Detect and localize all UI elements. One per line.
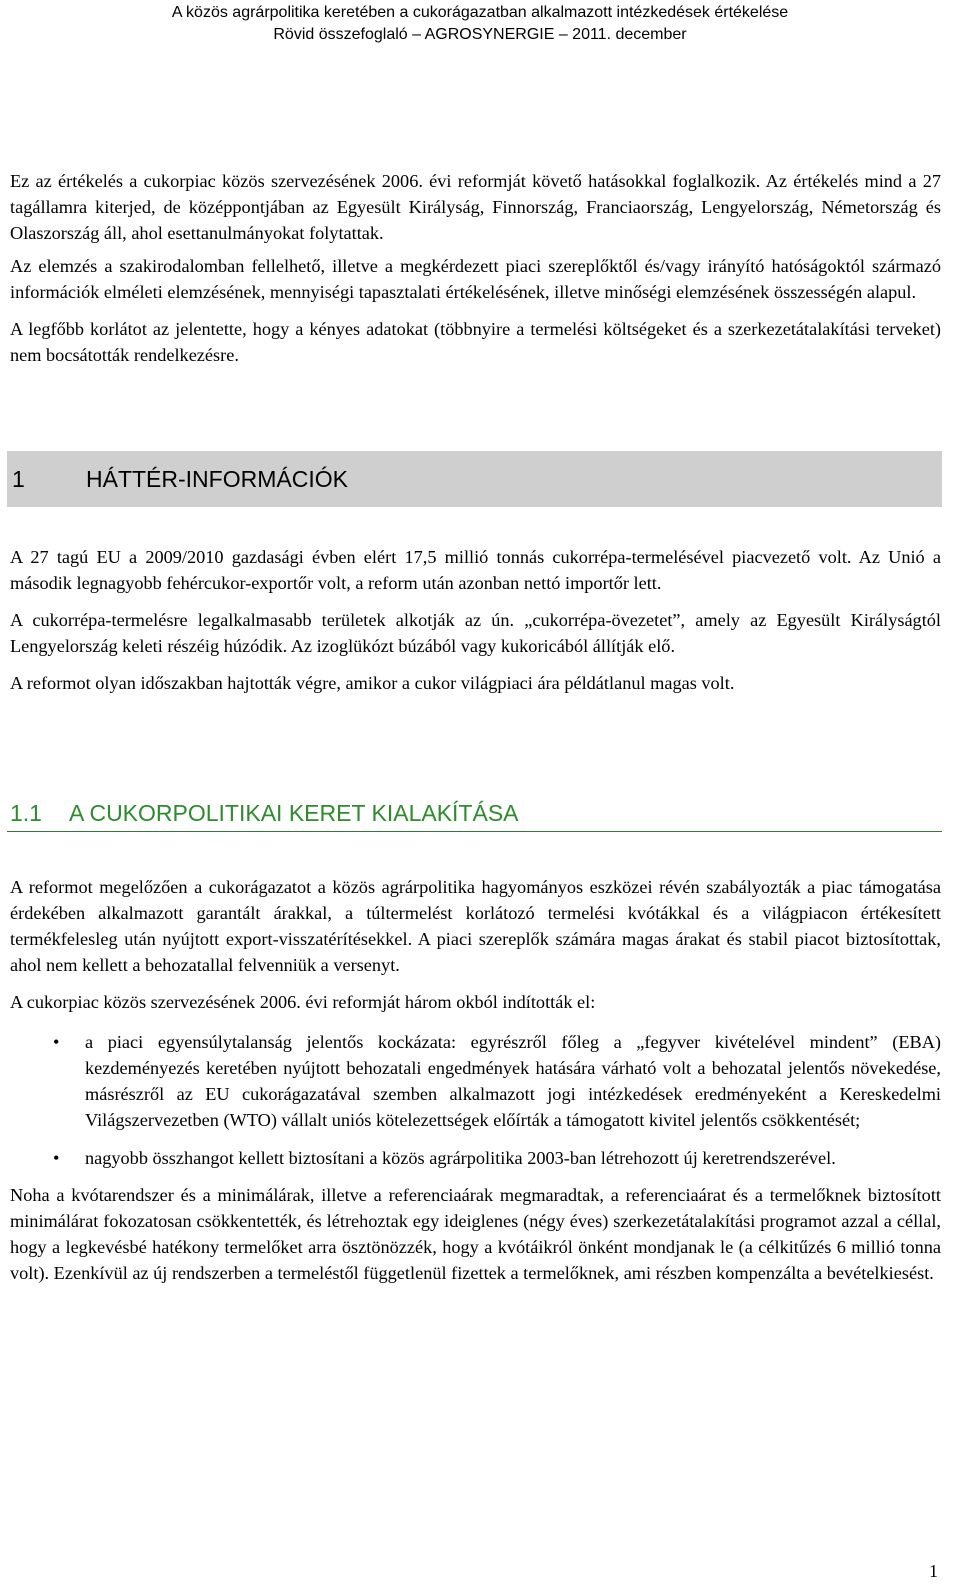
section-1-1-paragraph-2: A cukorpiac közös szervezésének 2006. évi reformját három okból indították el: [10, 992, 596, 1012]
intro-paragraph-2: Az elemzés a szakirodalomban fellelhető, illetve a megkérdezett piaci szereplőktől és/vagy irányító hatóságoktól származó információk elméleti elemzésének, mennyiségi tapasztalati értékelésének, illetve minőségi elemzésének összességén alapul. [10, 256, 941, 302]
header-title: A közös agrárpolitika keretében a cukorágazatban alkalmazott intézkedések értékelése [171, 4, 789, 21]
page-number: 1 [929, 1561, 938, 1581]
intro-section [10, 168, 941, 368]
section-1-1-paragraph-3: Noha a kvótarendszer és a minimálárak, illetve a referenciaárak megmaradtak, a referenciaárat és a termelőknek biztosított minimálárat fokozatosan csökkentették, és létrehoztak egy ideiglenes (négy éves) szerkezetátalakítási programot azzal a céllal, hogy a legkevésbé hatékony termelőket arra ösztönözzék, hogy a kvótáikról önként mondjanak le (a célkitűzés 6 millió tonna volt). Ezenkívül az új rendszerben a termeléstől függetlenül fizettek a termelőknek, ami részben kompenzálta a bevételkiesést. [10, 1185, 941, 1283]
section-1-heading [7, 451, 942, 507]
list-item-text: a piaci egyensúlytalanság jelentős kockázata: egyrészről főleg a „fegyver kivételével mindent” (EBA) kezdeményezés keretében nyújtott behozatali engedmények hatására várható volt a behozatal jelentős növekedése, másrészről az EU cukorágazatával szemben alkalmazott jogi intézkedések eredményeként a Kereskedelmi Világszervezetben (WTO) vállalt uniós kötelezettségek előírták a támogatott kivitel jelentős csökkentését; [85, 1032, 941, 1130]
intro-paragraph-1: Ez az értékelés a cukorpiac közös szervezésének 2006. évi reformját követő hatásokkal foglalkozik. Az értékelés mind a 27 tagállamra kiterjed, de középpontjában az Egyesült Királyság, Finnország, Franciaország, Lengyelország, Németország és Olaszország áll, ahol esettanulmányokat folytattak. [10, 171, 941, 243]
bullet-icon: • [53, 1148, 60, 1168]
bullet-icon: • [53, 1032, 60, 1052]
list-item [10, 1145, 941, 1171]
reform-reasons-list [10, 1029, 941, 1171]
intro-paragraph-3: A legfőbb korlátot az jelentette, hogy a kényes adatokat (többnyire a termelési költségeket és a szerkezetátalakítási terveket) nem bocsátották rendelkezésre. [10, 319, 941, 365]
header-subtitle: Rövid összefoglaló – AGROSYNERGIE – 2011. december [273, 26, 687, 43]
section-1-1-number: 1.1 [10, 800, 42, 826]
section-1-paragraph-3: A reformot olyan időszakban hajtották végre, amikor a cukor világpiaci ára példátlanul magas volt. [10, 673, 735, 693]
section-1-1-title: A CUKORPOLITIKAI KERET KIALAKÍTÁSA [69, 800, 519, 826]
list-item [10, 1029, 941, 1133]
section-1-number: 1 [12, 466, 25, 492]
section-1-paragraph-1: A 27 tagú EU a 2009/2010 gazdasági évben elért 17,5 millió tonnás cukorrépa-termelésével piacvezető volt. Az Unió a második legnagyobb fehércukor-exportőr volt, a reform után azonban nettó importőr lett. [10, 547, 941, 593]
section-1-paragraph-2: A cukorrépa-termelésre legalkalmasabb területek alkotják az ún. „cukorrépa-övezetet”, amely az Egyesült Királyságtól Lengyelország keleti részéig húzódik. Az izoglükózt búzából vagy kukoricából állítják elő. [10, 610, 941, 656]
section-1-1-paragraph-1: A reformot megelőzően a cukorágazatot a közös agrárpolitika hagyományos eszközei révén szabályozták a piac támogatása érdekében alkalmazott garantált árakkal, a túltermelést korlátozó termelési kvótákkal és a világpiacon értékesített termékfelesleg után nyújtott export-visszatérítésekkel. A piaci szereplők számára magas árakat és stabil piacot biztosítottak, ahol nem kellett a behozatallal felvenniük a versenyt. [10, 877, 941, 975]
section-1-title: HÁTTÉR-INFORMÁCIÓK [86, 466, 348, 492]
page-header [0, 0, 960, 46]
section-1-1-body [10, 874, 941, 1286]
list-item-text: nagyobb összhangot kellett biztosítani a közös agrárpolitika 2003-ban létrehozott új keretrendszerével. [85, 1148, 836, 1168]
section-1-body [10, 544, 941, 696]
section-1-1-heading [7, 795, 942, 832]
